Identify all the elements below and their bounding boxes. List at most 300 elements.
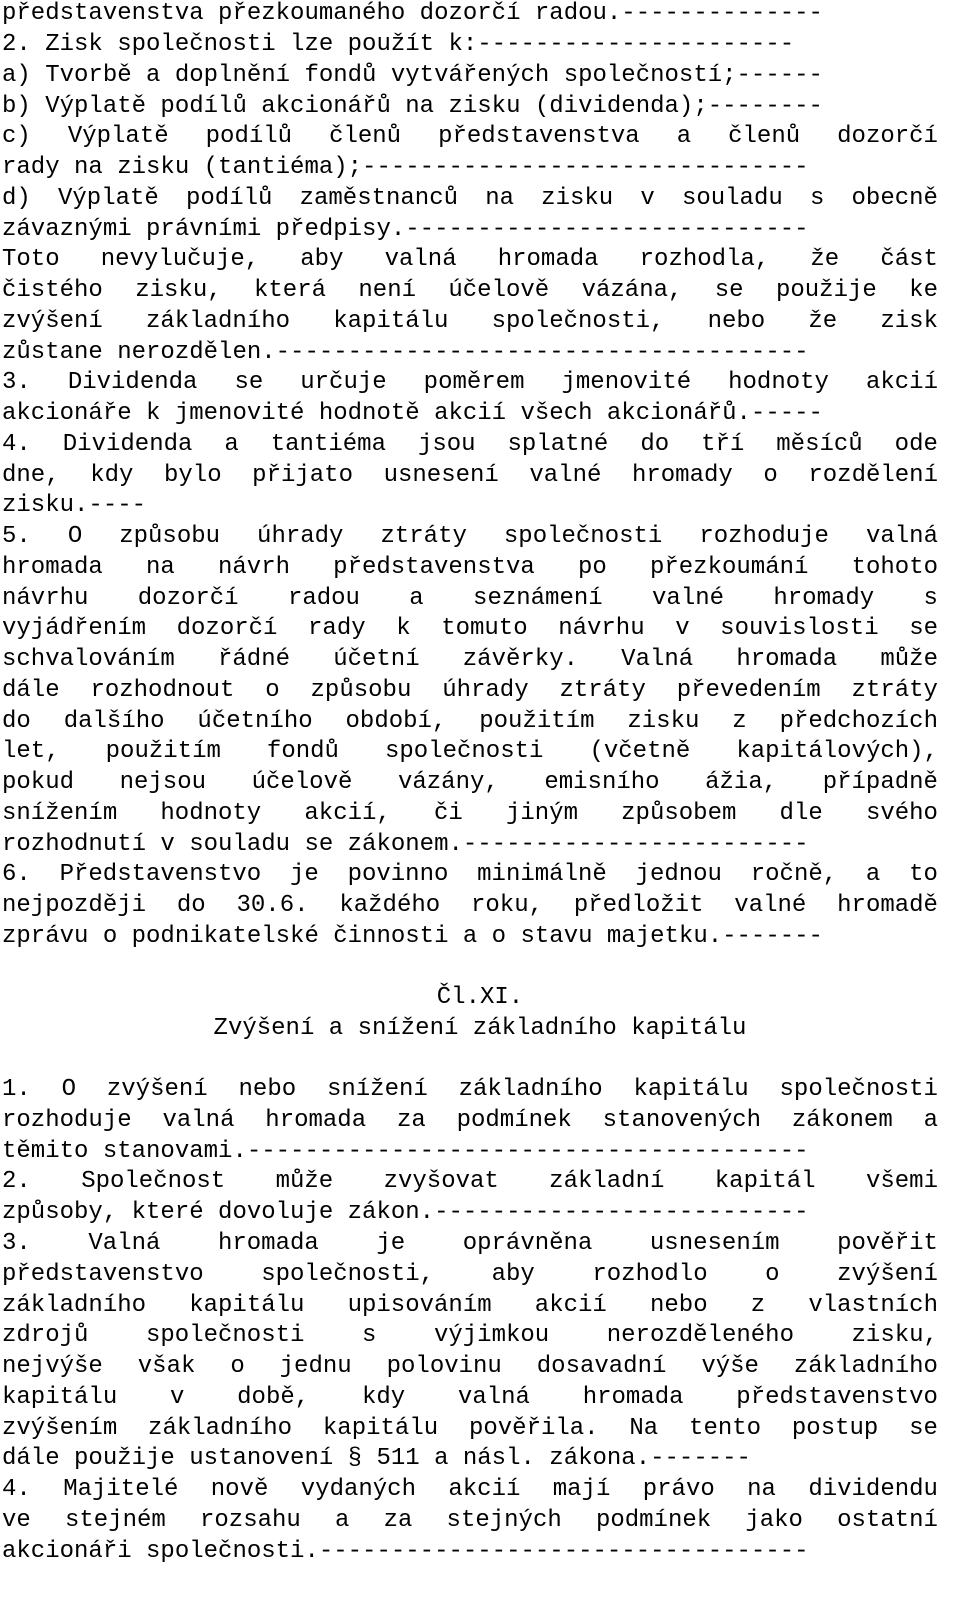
word: o <box>765 1261 780 1288</box>
word: za <box>396 1107 426 1134</box>
word: do <box>640 431 670 458</box>
word: na <box>485 185 514 212</box>
word: poměrem <box>423 369 525 396</box>
word: k <box>396 615 411 642</box>
word: to <box>909 861 938 888</box>
word: 5. <box>2 523 31 550</box>
word: a <box>865 861 881 888</box>
word: Toto <box>2 246 60 273</box>
word: v <box>675 615 690 642</box>
text-line <box>2 1105 938 1136</box>
word: a <box>334 1507 350 1534</box>
word: převedením <box>676 677 821 704</box>
word: souladu <box>681 185 783 212</box>
word: základního <box>146 308 291 335</box>
word: zisku <box>541 185 614 212</box>
word: pokud <box>2 769 75 796</box>
word: jako <box>745 1507 803 1534</box>
word: vázány, <box>397 769 499 796</box>
word: úhrady <box>442 677 529 704</box>
word: stejném <box>64 1507 166 1534</box>
word: valné <box>734 892 807 919</box>
word: hromada <box>497 246 599 273</box>
word: čistého <box>2 277 103 304</box>
text-line <box>2 429 938 460</box>
word: se <box>234 369 264 396</box>
text-line <box>2 736 938 767</box>
word: valná <box>457 1384 530 1411</box>
text-line: představenstva přezkoumaného dozorčí radou.-------------- <box>2 0 823 27</box>
word: valná <box>865 523 938 550</box>
word: (včetně <box>589 738 691 765</box>
word: období, <box>345 708 447 735</box>
section-number: Čl.XI. <box>436 984 524 1011</box>
word: ke <box>909 277 938 304</box>
text-line: 2. Zisk společnosti lze použít k:---------------------- <box>2 31 795 58</box>
word: fondů <box>266 738 339 765</box>
word: stejných <box>446 1507 562 1534</box>
word: Výplatě <box>57 185 159 212</box>
word: tomuto <box>441 615 528 642</box>
word: představenstva <box>333 554 535 581</box>
word: zisku, <box>851 1322 938 1349</box>
word: dozorčí <box>176 615 278 642</box>
text-line <box>2 183 938 214</box>
word: všemi <box>865 1168 938 1195</box>
text-line <box>2 859 938 890</box>
text-line <box>2 121 938 152</box>
text-line: zůstane nerozdělen.------------------------------------- <box>2 339 809 366</box>
word: a <box>409 585 424 612</box>
word: z <box>732 708 747 735</box>
word: o <box>230 1353 245 1380</box>
word: rozhodla, <box>639 246 770 273</box>
text-line <box>2 460 938 491</box>
word: hromady <box>773 585 875 612</box>
word: zvýšení <box>106 1076 208 1103</box>
word: Společnost <box>81 1168 226 1195</box>
text-line <box>2 1351 938 1382</box>
text-line <box>2 890 938 921</box>
word: se <box>714 277 744 304</box>
word: svého <box>865 800 938 827</box>
word: hromada <box>736 646 838 673</box>
word: zvýšení <box>837 1261 938 1288</box>
word: akcií, <box>304 800 391 827</box>
text-line <box>2 767 938 798</box>
word: hromada <box>265 1107 367 1134</box>
text-line: způsoby, které dovoluje zákon.-------------------------- <box>2 1199 809 1226</box>
word: je <box>289 861 319 888</box>
word: rady <box>308 615 366 642</box>
text-line <box>2 1074 938 1105</box>
word: základního <box>458 1076 603 1103</box>
word: účetního <box>197 708 313 735</box>
word: případně <box>822 769 938 796</box>
word: na <box>146 554 175 581</box>
word: a <box>923 1107 938 1134</box>
word: hromada <box>217 1230 319 1257</box>
text-line <box>2 306 938 337</box>
word: rozsahu <box>199 1507 301 1534</box>
word: akcií <box>448 1476 521 1503</box>
word: nevylučuje, <box>100 246 260 273</box>
word: použitím <box>479 708 595 735</box>
word: kapitálu <box>333 308 449 335</box>
word: členů <box>329 123 402 150</box>
word: společnosti <box>145 1322 305 1349</box>
word: návrhu <box>558 615 645 642</box>
word: valná <box>162 1107 235 1134</box>
word: snížení <box>326 1076 428 1103</box>
word: návrhu <box>2 585 89 612</box>
word: 30.6. <box>236 892 309 919</box>
word: hodnoty <box>728 369 829 396</box>
word: rozhodlo <box>592 1261 708 1288</box>
word: ode <box>894 431 938 458</box>
word: povinno <box>347 861 449 888</box>
word: výjimkou <box>433 1322 550 1349</box>
word: ztráty <box>380 523 467 550</box>
text-line: rady na zisku (tantiéma);------------------------------- <box>2 154 809 181</box>
word: společnosti <box>779 1076 938 1103</box>
word: společnosti <box>384 738 544 765</box>
word: společnosti, <box>491 308 665 335</box>
text-line <box>2 613 938 644</box>
word: základního <box>148 1415 293 1442</box>
word: let, <box>2 738 60 765</box>
word: postup <box>791 1415 879 1442</box>
text-line: závaznými právními předpisy.---------------------------- <box>2 216 809 243</box>
word: ostatní <box>837 1507 938 1534</box>
word: polovinu <box>386 1353 502 1380</box>
word: roku, <box>471 892 544 919</box>
word: Dividenda <box>62 431 193 458</box>
word: 6. <box>2 861 31 888</box>
word: nově <box>210 1476 269 1503</box>
word: základního <box>2 1292 147 1319</box>
word: zvýšením <box>2 1415 118 1442</box>
word: zdrojů <box>2 1322 89 1349</box>
word: však <box>137 1353 196 1380</box>
word: způsobu <box>310 677 412 704</box>
word: valné <box>652 585 725 612</box>
word: po <box>577 554 607 581</box>
word: jmenovité <box>561 369 692 396</box>
word: přezkoumání <box>649 554 809 581</box>
word: usnesení <box>383 462 499 489</box>
word: návrh <box>217 554 290 581</box>
word: o <box>265 677 280 704</box>
word: určuje <box>300 369 387 396</box>
word: na <box>747 1476 776 1503</box>
word: jednou <box>635 861 722 888</box>
word: O <box>67 523 83 550</box>
text-line: těmito stanovami.--------------------------------------- <box>2 1138 809 1165</box>
text-line: a) Tvorbě a doplnění fondů vytvářených společností;------ <box>2 62 823 89</box>
word: obecně <box>851 185 938 212</box>
text-line <box>2 552 938 583</box>
word: schvalováním <box>2 646 175 673</box>
word: z <box>750 1292 766 1319</box>
word: zaměstnanců <box>299 185 459 212</box>
word: se <box>909 615 938 642</box>
word: měsíců <box>776 431 863 458</box>
word: aby <box>491 1261 535 1288</box>
word: ročně, <box>750 861 838 888</box>
word: akcií <box>534 1292 607 1319</box>
word: zisk <box>880 308 938 335</box>
word: dividendu <box>808 1476 938 1503</box>
word: Představenstvo <box>59 861 262 888</box>
text-line <box>2 1413 938 1444</box>
word: podmínek <box>456 1107 572 1134</box>
word: účelově <box>448 277 550 304</box>
word: minimálně <box>477 861 607 888</box>
word: 2. <box>2 1168 31 1195</box>
word: předchozích <box>779 708 938 735</box>
text-line <box>2 675 938 706</box>
word: radou <box>287 585 360 612</box>
word: úhrady <box>257 523 344 550</box>
word: podílů <box>205 123 293 150</box>
word: za <box>383 1507 413 1534</box>
text-line <box>2 1290 938 1321</box>
word: předložit <box>573 892 704 919</box>
word: Valná <box>88 1230 161 1257</box>
word: kapitálu <box>633 1076 749 1103</box>
word: s <box>809 185 825 212</box>
word: použitím <box>105 738 221 765</box>
word: účetní <box>333 646 420 673</box>
word: zvyšovat <box>383 1168 499 1195</box>
word: vydaných <box>300 1476 416 1503</box>
word: hodnoty <box>160 800 262 827</box>
word: použije <box>775 277 877 304</box>
text-line: zisku.---- <box>2 492 147 519</box>
word: může <box>275 1168 334 1195</box>
section-title: Zvýšení a snížení základního kapitálu <box>213 1015 747 1042</box>
word: kapitál <box>714 1168 816 1195</box>
word: dalšího <box>63 708 165 735</box>
word: dne, <box>2 462 60 489</box>
word: zisku, <box>135 277 222 304</box>
word: ážia, <box>705 769 778 796</box>
word: účelově <box>251 769 353 796</box>
word: 4. <box>2 431 31 458</box>
word: Valná <box>621 646 694 673</box>
text-line: dále použije ustanovení § 511 a násl. zákona.------- <box>2 1445 751 1472</box>
word: část <box>880 246 938 273</box>
word: usnesením <box>649 1230 780 1257</box>
word: ztráty <box>851 677 938 704</box>
word: nejsou <box>119 769 206 796</box>
word: rozhoduje <box>699 523 829 550</box>
word: v <box>169 1384 185 1411</box>
word: řádné <box>218 646 291 673</box>
text-line: rozhodnutí v souladu se zákonem.------------------------ <box>2 831 809 858</box>
word: oprávněna <box>462 1230 593 1257</box>
word: se <box>909 1415 938 1442</box>
text-line: b) Výplatě podílů akcionářů na zisku (dividenda);-------- <box>2 93 823 120</box>
word: vyjádřením <box>2 615 147 642</box>
word: zvýšení <box>2 308 103 335</box>
word: zákonem <box>791 1107 893 1134</box>
word: kdy <box>361 1384 406 1411</box>
word: kdy <box>90 462 134 489</box>
text-line <box>2 521 938 552</box>
text-line <box>2 706 938 737</box>
word: nerozděleného <box>606 1322 794 1349</box>
word: zisku <box>627 708 700 735</box>
word: společnosti <box>503 523 663 550</box>
word: upisováním <box>347 1292 492 1319</box>
word: výše <box>701 1353 759 1380</box>
word: mají <box>552 1476 611 1503</box>
word: podmínek <box>595 1507 712 1534</box>
word: 1. <box>2 1076 31 1103</box>
word: závěrky. <box>462 646 578 673</box>
word: nebo <box>238 1076 297 1103</box>
text-line: akcionáři společnosti.---------------------------------- <box>2 1538 809 1565</box>
word: kapitálových), <box>736 738 938 765</box>
word: pověřila. <box>468 1415 599 1442</box>
word: nejvýše <box>2 1353 103 1380</box>
word: tohoto <box>851 554 938 581</box>
word: jiným <box>505 800 578 827</box>
word: členů <box>728 123 801 150</box>
text-line <box>2 1228 938 1259</box>
word: představenstvo <box>2 1261 204 1288</box>
word: do <box>176 892 206 919</box>
word: představenstva <box>438 123 640 150</box>
word: do <box>2 708 31 735</box>
word: hromadě <box>837 892 938 919</box>
text-line <box>2 367 938 398</box>
word: ve <box>2 1507 31 1534</box>
word: době, <box>237 1384 310 1411</box>
word: 4. <box>2 1476 31 1503</box>
text-line <box>2 1382 938 1413</box>
word: podílů <box>185 185 273 212</box>
word: a <box>676 123 692 150</box>
word: tantiéma <box>270 431 386 458</box>
word: bylo <box>163 462 222 489</box>
word: představenstvo <box>736 1384 938 1411</box>
word: společnosti, <box>261 1261 435 1288</box>
word: o <box>763 462 778 489</box>
word: dozorčí <box>137 585 239 612</box>
text-line <box>2 244 938 275</box>
word: není <box>358 277 416 304</box>
word: dozorčí <box>837 123 938 150</box>
word: tento <box>689 1415 762 1442</box>
word: a <box>224 431 239 458</box>
text-line <box>2 644 938 675</box>
word: kapitálu <box>189 1292 305 1319</box>
word: Dividenda <box>67 369 198 396</box>
text-line <box>2 583 938 614</box>
word: aby <box>300 246 344 273</box>
word: že <box>810 246 840 273</box>
word: kapitálu <box>322 1415 439 1442</box>
word: valné <box>529 462 602 489</box>
word: s <box>923 585 938 612</box>
word: stanovených <box>602 1107 762 1134</box>
word: valná <box>384 246 457 273</box>
word: dále <box>2 677 60 704</box>
text-line: zprávu o podnikatelské činnosti a o stavu majetku.------- <box>2 923 823 950</box>
word: jsou <box>417 431 476 458</box>
word: či <box>433 800 463 827</box>
word: kapitálu <box>2 1384 118 1411</box>
word: základní <box>549 1168 665 1195</box>
word: v <box>640 185 655 212</box>
word: dle <box>779 800 823 827</box>
word: jednu <box>279 1353 352 1380</box>
word: splatné <box>507 431 609 458</box>
word: hromada <box>582 1384 684 1411</box>
word: přijato <box>252 462 353 489</box>
word: Na <box>629 1415 659 1442</box>
word: že <box>808 308 838 335</box>
word: hromada <box>2 554 103 581</box>
word: d) <box>2 185 31 212</box>
text-line <box>2 1166 938 1197</box>
word: vázána, <box>581 277 683 304</box>
text-line <box>2 1474 938 1505</box>
word: základního <box>793 1353 938 1380</box>
word: 3. <box>2 369 31 396</box>
word: tří <box>701 431 745 458</box>
word: může <box>880 646 938 673</box>
word: právo <box>642 1476 715 1503</box>
word: vlastních <box>808 1292 938 1319</box>
word: seznámení <box>473 585 603 612</box>
word: akcií <box>865 369 938 396</box>
word: která <box>254 277 327 304</box>
word: pověřit <box>837 1230 938 1257</box>
word: c) <box>2 123 31 150</box>
word: snížením <box>2 800 118 827</box>
word: s <box>361 1322 377 1349</box>
word: rozhoduje <box>2 1107 132 1134</box>
text-line <box>2 798 938 829</box>
word: ztráty <box>559 677 646 704</box>
word: každého <box>339 892 441 919</box>
word: Výplatě <box>67 123 169 150</box>
word: 3. <box>2 1230 31 1257</box>
word: nejpozději <box>2 892 147 919</box>
word: rozhodnout <box>90 677 235 704</box>
word: emisního <box>544 769 660 796</box>
text-line: akcionáře k jmenovité hodnotě akcií všech akcionářů.----- <box>2 400 823 427</box>
word: rozdělení <box>808 462 938 489</box>
word: souvislosti <box>720 615 879 642</box>
word: O <box>61 1076 77 1103</box>
word: hromady <box>631 462 733 489</box>
word: způsobu <box>119 523 221 550</box>
word: nebo <box>707 308 766 335</box>
word: způsobem <box>621 800 737 827</box>
text-line <box>2 1259 938 1290</box>
word: dosavadní <box>536 1353 667 1380</box>
text-line <box>2 1320 938 1351</box>
word: je <box>376 1230 406 1257</box>
word: nebo <box>649 1292 708 1319</box>
text-line <box>2 1505 938 1536</box>
text-line <box>2 275 938 306</box>
